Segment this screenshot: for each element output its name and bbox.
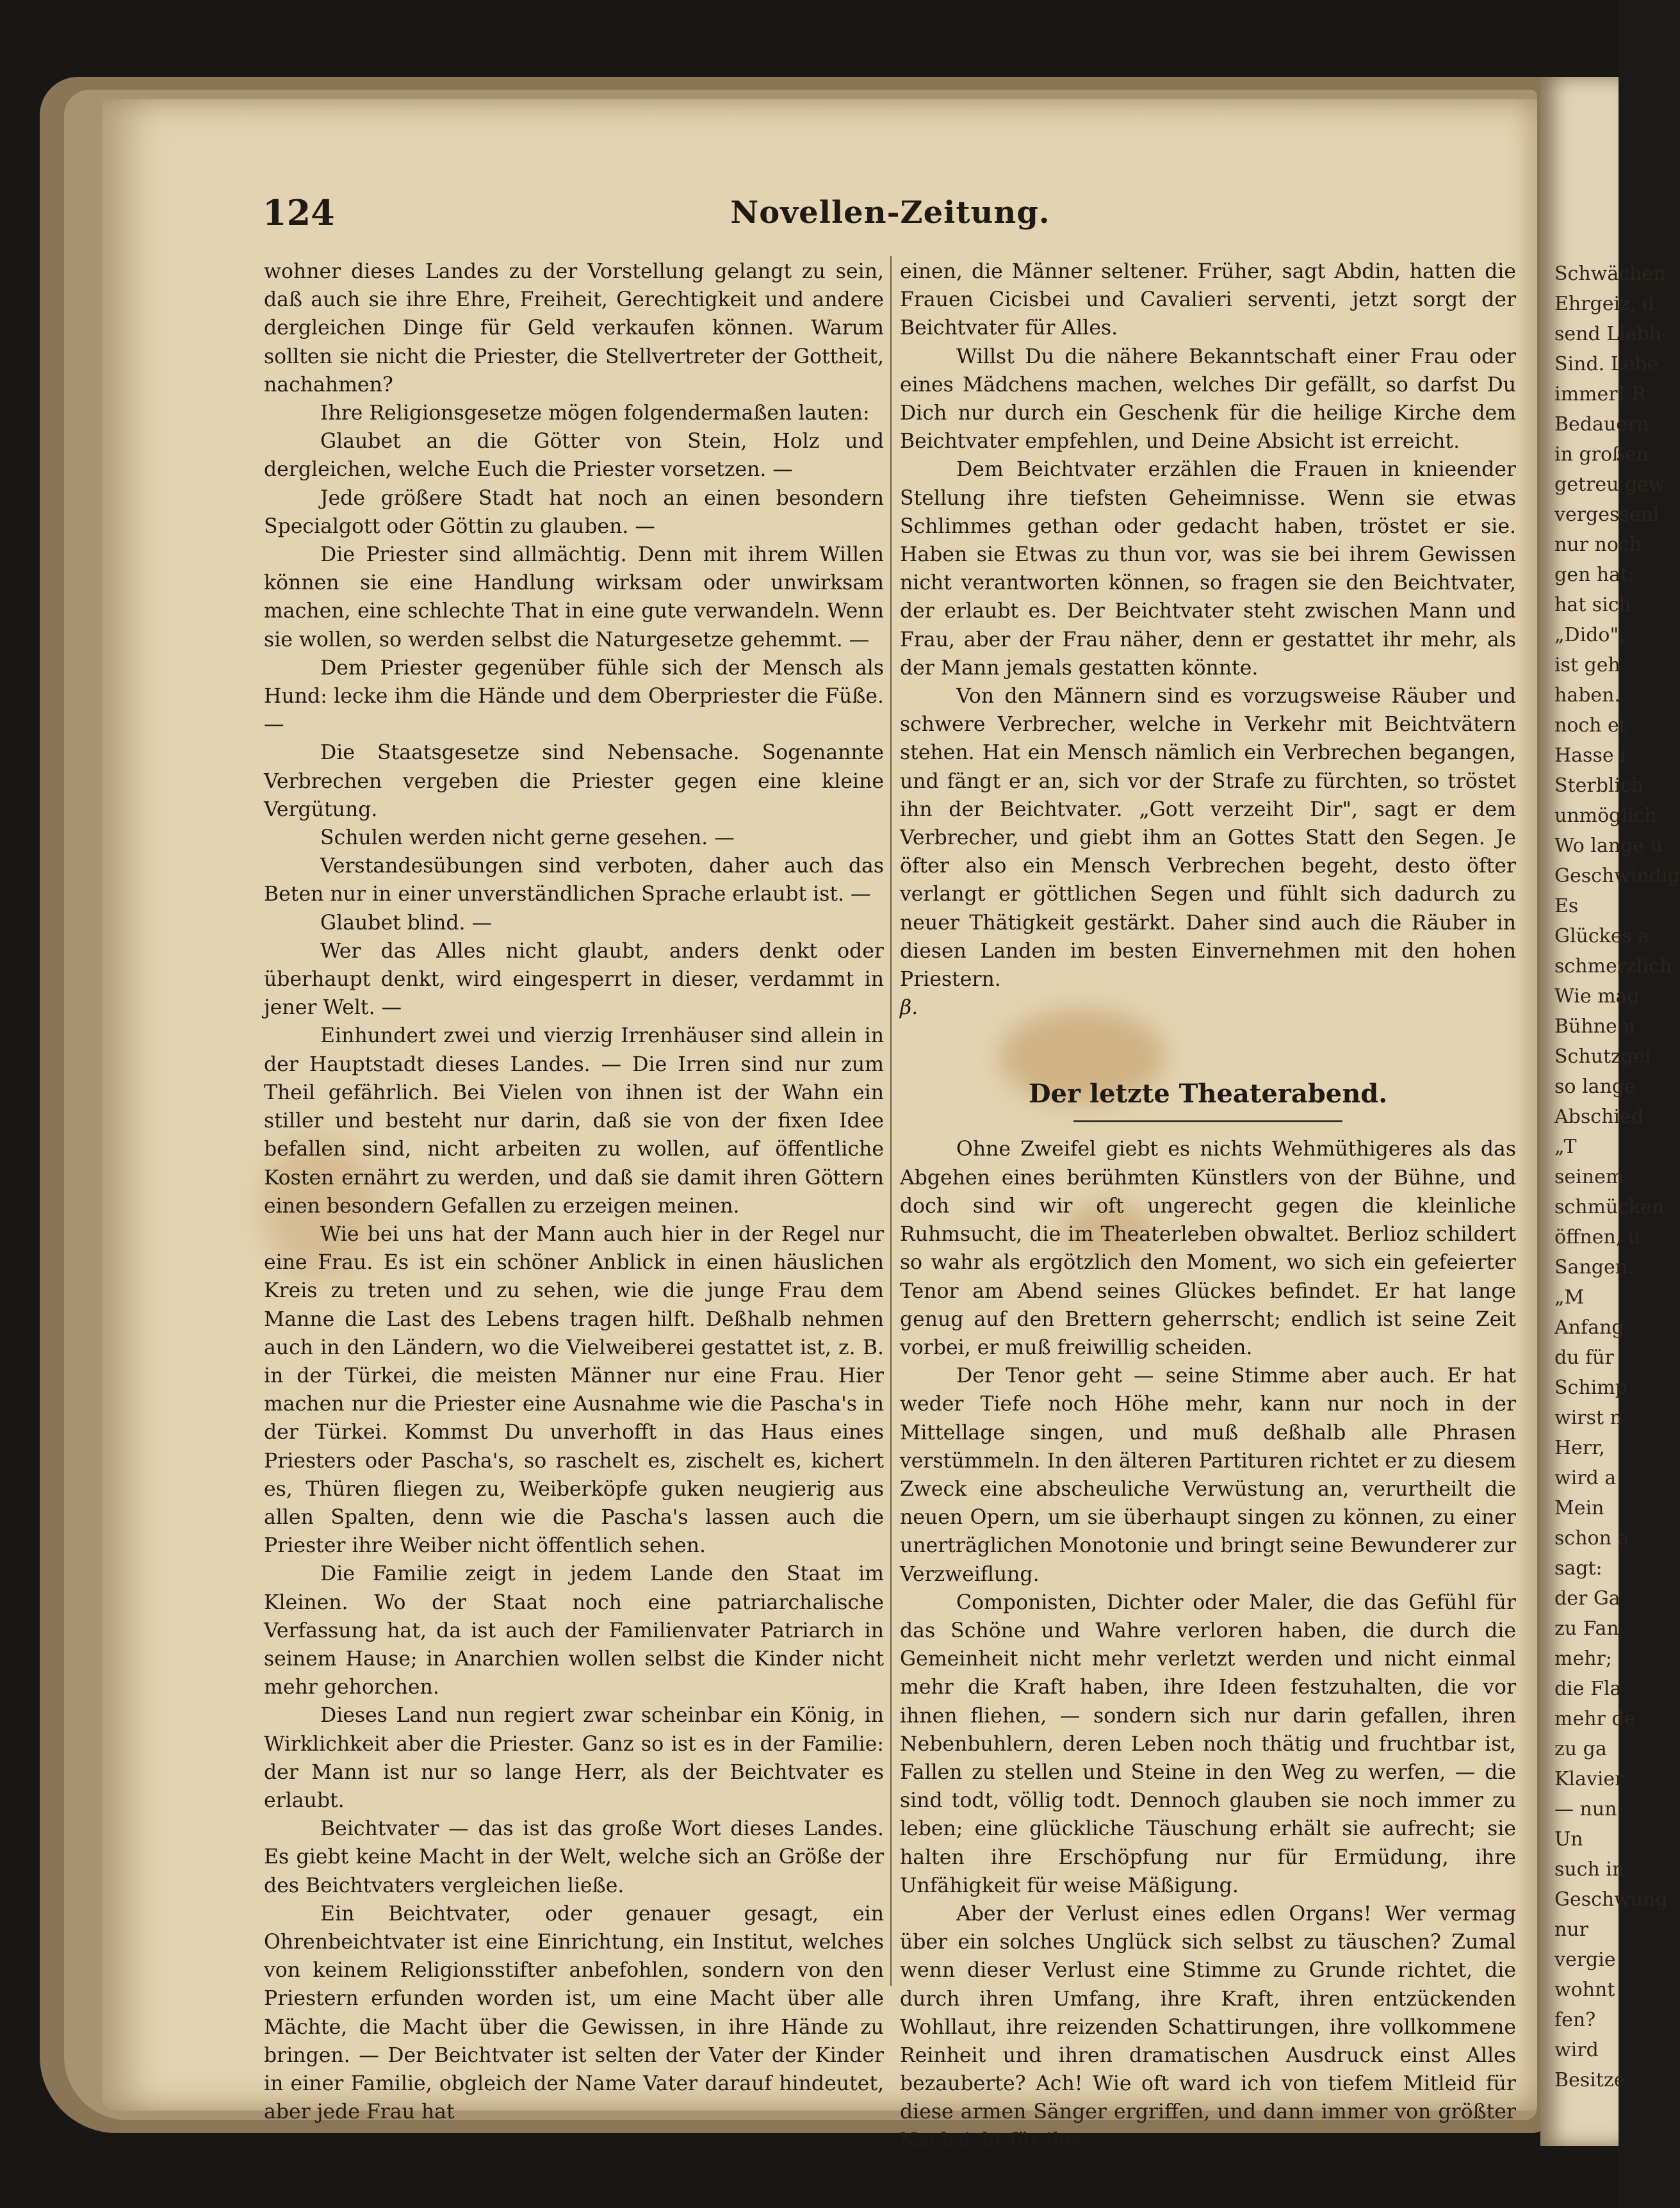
next-page-fragment: Abschied bbox=[1554, 1106, 1643, 1128]
article-continuation bbox=[900, 258, 1516, 994]
next-page-fragment: — nun bbox=[1554, 1798, 1617, 1820]
next-page-fragment: schmerzlich bbox=[1554, 955, 1672, 977]
paragraph: Die Familie zeigt in jedem Lande den Staat im Kleinen. Wo der Staat noch eine patriarchalische Verfassung hat, da ist auch der Familienvater Patriarch in seinem Hause; in Anarchien wollen selbst die Kinder nicht mehr gehorchen. bbox=[264, 1562, 884, 1699]
next-page-fragment: ist geh bbox=[1554, 654, 1620, 676]
next-page-fragment: so lange bbox=[1554, 1075, 1636, 1098]
paragraph: Wer das Alles nicht glaubt, anders denkt oder überhaupt denkt, wird eingesperrt in dieser, verdammt in jener Welt. — bbox=[264, 939, 884, 1020]
next-page-fragment: gen hat; bbox=[1554, 564, 1635, 586]
paragraph: einen, die Männer seltener. Früher, sagt Abdin, hatten die Frauen Cicisbei und Cavalieri serventi, jetzt sorgt der Beichtvater für Alles. bbox=[900, 260, 1516, 340]
page-header bbox=[263, 192, 1518, 237]
paragraph: wohner dieses Landes zu der Vorstellung gelangt zu sein, daß auch sie ihre Ehre, Freiheit, Gerechtigkeit und andere dergleichen Dinge für Geld verkaufen können. Warum sollten sie nicht die Priester, die Stellvertreter der Gottheit, nachahmen? bbox=[264, 260, 884, 397]
next-page-fragment: Ehrgeiz, d bbox=[1554, 293, 1655, 315]
title-rule bbox=[1073, 1120, 1342, 1122]
paragraph: Dem Beichtvater erzählen die Frauen in knieender Stellung ihre tiefsten Geheimnisse. Wenn sie etwas Schlimmes gethan oder gedacht haben, tröstet er sie. Haben sie Etwas zu thun vor, was sie bei ihrem Gewissen nicht verantworten können, so fragen sie den Beichtvater, der erlaubt es. Der Beichtvater steht zwischen Mann und Frau, aber der Frau näher, denn er gestattet ihr mehr, als der Mann jemals gestatten könnte. bbox=[900, 458, 1516, 680]
next-page-fragment: Besitze bbox=[1554, 2069, 1626, 2091]
next-page-fragment: zu Fan bbox=[1554, 1617, 1619, 1640]
paragraph: Schulen werden nicht gerne gesehen. — bbox=[320, 826, 735, 850]
next-page-fragment: mehr de bbox=[1554, 1708, 1636, 1730]
next-page-fragment: fen? bbox=[1554, 2009, 1596, 2031]
next-page-fragment: unmöglich bbox=[1554, 805, 1657, 827]
next-page-fragment: „M bbox=[1554, 1286, 1585, 1309]
right-column bbox=[900, 258, 1516, 2155]
next-page-fragment: vergie bbox=[1554, 1949, 1616, 1971]
next-page-fragment: wohnt bbox=[1554, 1979, 1615, 2001]
article-title: Der letzte Theaterabend. bbox=[1028, 1079, 1388, 1109]
next-page-fragment: haben. bbox=[1554, 684, 1621, 707]
next-page-fragment: Es bbox=[1554, 895, 1579, 917]
next-page-fragment: immer! R bbox=[1554, 383, 1646, 405]
next-page-fragment: Anfang bbox=[1554, 1316, 1624, 1339]
paragraph: Der Tenor geht — seine Stimme aber auch. Er hat weder Tiefe noch Höhe mehr, kann nur noch in der Mittellage singen, und muß deßhalb alle Phrasen verstümmeln. In den älteren Partituren richtet er zu diesem Zweck eine abscheuliche Verwüstung an, verurtheilt die neuen Opern, um sie überhaupt singen zu können, zu einer unerträglichen Monotonie und bringt seine Bewunderer zur Verzweiflung. bbox=[900, 1364, 1516, 1586]
next-page-fragment: hat sich bbox=[1554, 594, 1631, 616]
next-page-fragment: öffnen, u bbox=[1554, 1226, 1641, 1248]
next-page-fragment: send Liebh bbox=[1554, 323, 1662, 345]
column-divider bbox=[890, 256, 892, 1986]
paragraph: Componisten, Dichter oder Maler, die das Gefühl für das Schöne und Wahre verloren haben, die durch die Gemeinheit nicht mehr verletzt werden und nicht einmal mehr die Kraft haben, ihre Ideen festzuhalten, die vor ihnen fliehen, — sondern sich nur darin gefallen, ihren Nebenbuhlern, deren Leben noch thätig und fruchtbar ist, Fallen zu stellen und Steine in den Weg zu werfen, — die sind todt, völlig todt. Dennoch glauben sie noch immer zu leben; eine glückliche Täuschung erhält sie aufrecht; sie halten ihre Erschöpfung nur für Ermüdung, ihre Unfähigkeit für weise Mäßigung. bbox=[900, 1591, 1516, 1897]
next-page-fragment: seinem bbox=[1554, 1166, 1624, 1188]
next-page-fragment: sagt: bbox=[1554, 1557, 1603, 1580]
paragraph: Wie bei uns hat der Mann auch hier in der Regel nur eine Frau. Es ist ein schöner Anblick in einen häuslichen Kreis zu treten und zu sehen, wie die junge Frau dem Manne die Last des Lebens tragen hilft. Deßhalb nehmen auch in den Ländern, wo die Vielweiberei gestattet ist, z. B. in der Türkei, die meisten Männer nur eine Frau. Hier machen nur die Priester eine Ausnahme wie die Pascha's in der Türkei. Kommst Du unverhofft in das Haus eines Priesters oder Pascha's, so raschelt es, zischelt es, kichert es, Thüren fliegen zu, Weiberköpfe guken neugierig aus allen Spalten, denn wie die Pascha's lassen auch die Priester ihre Weiber nicht öffentlich sehen. bbox=[264, 1222, 884, 1558]
next-page-fragment: Geschwindig bbox=[1554, 865, 1680, 887]
next-page-fragment: mehr; bbox=[1554, 1648, 1612, 1670]
next-page-fragment: „T bbox=[1554, 1136, 1577, 1158]
author-signature: β. bbox=[900, 996, 918, 1020]
next-page-fragment: Wo lange u bbox=[1554, 835, 1663, 857]
next-page-fragment: Un bbox=[1554, 1828, 1583, 1851]
next-page-fragment: nur noch bbox=[1554, 534, 1642, 556]
paragraph: Jede größere Stadt hat noch an einen besondern Specialgott oder Göttin zu glauben. — bbox=[264, 486, 884, 538]
next-page-fragment: die Fla bbox=[1554, 1678, 1622, 1700]
next-page-fragment: getreu gew bbox=[1554, 473, 1665, 496]
paragraph: Die Staatsgesetze sind Nebensache. Sogenannte Verbrechen vergeben die Priester gegen eine kleine Vergütung. bbox=[264, 741, 884, 821]
paragraph: Verstandesübungen sind verboten, daher auch das Beten nur in einer unverständlichen Sprache erlaubt ist. — bbox=[264, 855, 884, 906]
paragraph: Einhundert zwei und vierzig Irrenhäuser sind allein in der Hauptstadt dieses Landes. — Die Irren sind nur zum Theil gefährlich. Bei Vielen von ihnen ist der Wahn ein stiller und besteht nur darin, daß sie von der fixen Idee befallen sind, nicht arbeiten zu wollen, auf öffentliche Kosten ernährt zu werden, und daß sie damit ihren Göttern einen besondern Gefallen zu erzeigen meinen. bbox=[264, 1024, 884, 1218]
paragraph: Beichtvater — das ist das große Wort dieses Landes. Es giebt keine Macht in der Welt, welche sich an Größe der des Beichtvaters vergleichen ließe. bbox=[264, 1817, 884, 1897]
next-page-fragment: Herr, bbox=[1554, 1437, 1605, 1459]
paragraph: Glaubet blind. — bbox=[320, 911, 493, 935]
next-page-fragment: in großen bbox=[1554, 443, 1649, 466]
paragraph: Willst Du die nähere Bekanntschaft einer Frau oder eines Mädchens machen, welches Dir gefällt, so darfst Du Dich nur durch ein Geschenk für die heilige Kirche dem Beichtvater empfehlen, und Deine Absicht ist erreicht. bbox=[900, 345, 1516, 454]
next-page-fragment: Geschwung bbox=[1554, 1888, 1668, 1911]
next-page-fragment: Wie mag bbox=[1554, 985, 1640, 1008]
next-page-fragment: wird a bbox=[1554, 1467, 1617, 1489]
next-page-fragment: noch et bbox=[1554, 714, 1627, 737]
paragraph: Von den Männern sind es vorzugsweise Räuber und schwere Verbrecher, welche in Verkehr mit Beichtvätern stehen. Hat ein Mensch nämlich ein Verbrechen begangen, und fängt er an, sich vor der Strafe zu fürchten, so tröstet ihn der Beichtvater. „Gott verzeiht Dir", sagt er dem Verbrecher, und giebt ihm an Gottes Statt den Segen. Je öfter also ein Mensch Verbrechen begeht, desto öfter verlangt er göttlichen Segen und fühlt sich dadurch zu neuer Thätigkeit gestärkt. Daher sind auch die Räuber in diesen Landen im besten Einvernehmen mit den hohen Priestern. bbox=[900, 685, 1516, 992]
next-page-fragment: Sangen. bbox=[1554, 1256, 1634, 1279]
next-page-fragment: Mein bbox=[1554, 1497, 1604, 1519]
article-body bbox=[900, 1135, 1516, 2154]
running-title: Novellen-Zeitung. bbox=[730, 195, 1050, 231]
next-page-fragment: vergessenl bbox=[1554, 503, 1660, 526]
paragraph: Ihre Religionsgesetze mögen folgendermaßen lauten: bbox=[320, 402, 870, 425]
next-page-fragment: such in bbox=[1554, 1858, 1625, 1881]
next-page-fragment: Schwächen bbox=[1554, 263, 1666, 285]
next-page-fragment: Schimp bbox=[1554, 1377, 1627, 1399]
next-page-fragment: schmücken bbox=[1554, 1196, 1665, 1218]
next-page-fragment: Glückes a bbox=[1554, 925, 1650, 947]
next-page-fragment: „Dido", bbox=[1554, 624, 1625, 646]
next-page-fragment: wirst n bbox=[1554, 1407, 1622, 1429]
next-page-fragment: nur bbox=[1554, 1918, 1588, 1941]
next-page-fragment: Sind. Lebe bbox=[1554, 353, 1659, 375]
next-page-fragment: der Ga bbox=[1554, 1587, 1620, 1610]
paragraph: Die Priester sind allmächtig. Denn mit ihrem Willen können sie eine Handlung wirksam oder unwirksam machen, eine schlechte That in eine gute verwandeln. Wenn sie wollen, so werden selbst die Naturgesetze gehemmt. — bbox=[264, 543, 884, 651]
next-page-fragment: Hasse i bbox=[1554, 744, 1626, 767]
next-page-sliver bbox=[1540, 77, 1680, 2146]
next-page-fragment: schon a bbox=[1554, 1527, 1629, 1550]
next-page-fragment: Klavier bbox=[1554, 1768, 1624, 1790]
next-page-fragment: Schutzgei bbox=[1554, 1045, 1651, 1068]
next-page-fragment: zu ga bbox=[1554, 1738, 1607, 1760]
paragraph: Dem Priester gegenüber fühle sich der Mensch als Hund: lecke ihm die Hände und dem Oberpriester die Füße. — bbox=[264, 656, 884, 737]
next-page-fragment: wird bbox=[1554, 2039, 1599, 2061]
page-number: 124 bbox=[263, 192, 335, 233]
paragraph: Aber der Verlust eines edlen Organs! Wer vermag über ein solches Unglück sich selbst zu täuschen? Zumal wenn dieser Verlust eine Stimme zu Grunde richtet, die durch ihren Umfang, ihre Kraft, ihren entzückenden Wohllaut, ihre reizenden Schattirungen, ihre vollkommene Reinheit und ihren dramatischen Ausdruck einst Alles bezauberte? Ach! Wie oft ward ich von tiefem Mitleid für diese armen Sänger ergriffen, und dann immer von größter Nachsicht für ihre bbox=[900, 1902, 1516, 2152]
next-page-fragment: du für bbox=[1554, 1346, 1614, 1369]
next-page-fragment: Bedauern bbox=[1554, 413, 1649, 436]
paragraph: Dieses Land nun regiert zwar scheinbar ein König, in Wirklichkeit aber die Priester. Ganz so ist es in der Familie: der Mann ist nur so lange Herr, als der Beichtvater es erlaubt. bbox=[264, 1704, 884, 1812]
left-column bbox=[264, 258, 884, 2126]
paragraph: Ohne Zweifel giebt es nichts Wehmüthigeres als das Abgehen eines berühmten Künstlers von der Bühne, und doch sind wir oft ungerecht gegen die kleinliche Ruhmsucht, die im Theaterleben obwaltet. Berlioz schildert so wahr als ergötzlich den Moment, wo sich ein gefeierter Tenor am Abend seines Glückes befindet. Er hat lange genug auf den Brettern geherrscht; endlich ist seine Zeit vorbei, er muß freiwillig scheiden. bbox=[900, 1138, 1516, 1359]
paragraph: Glaubet an die Götter von Stein, Holz und dergleichen, welche Euch die Priester vorsetzen. — bbox=[264, 430, 884, 482]
next-page-fragment: Sterblich bbox=[1554, 774, 1644, 797]
next-page-fragment: Bühne u bbox=[1554, 1015, 1636, 1038]
paragraph: Ein Beichtvater, oder genauer gesagt, ein Ohrenbeichtvater ist eine Einrichtung, ein Institut, welches von keinem Religionsstifter anbefohlen, sondern von den Priestern erfunden worden ist, um eine Macht über alle Mächte, die Macht über die Gewissen, in ihre Hände zu bringen. — Der Beichtvater ist selten der Vater der Kinder in einer Familie, obgleich der Name Vater darauf hindeutet, aber jede Frau hat bbox=[264, 1902, 884, 2124]
